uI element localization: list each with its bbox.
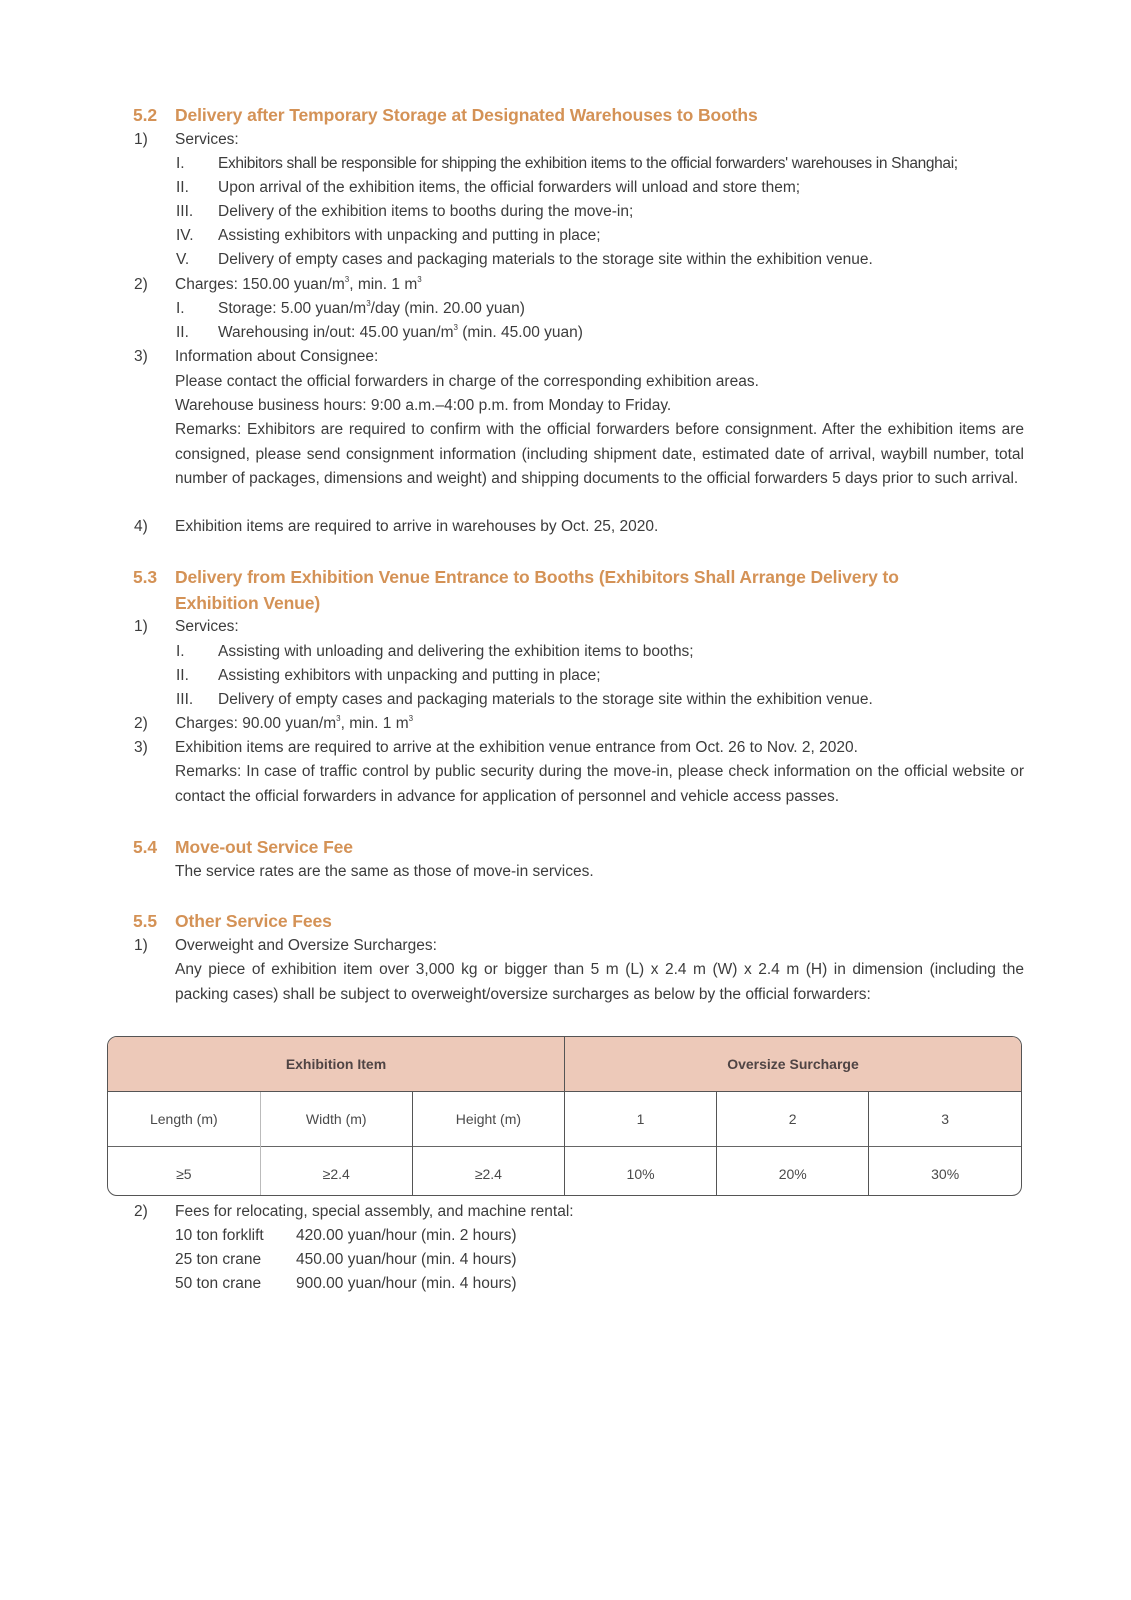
list-number: 1): [134, 937, 148, 954]
roman-number: V.: [176, 251, 190, 268]
roman-number: II.: [176, 324, 189, 341]
surcharge-description: Any piece of exhibition item over 3,000 kg or bigger than 5 m (L) x 2.4 m (W) x 2.4 m (H) in dimension (including the packing cases) shall be subject to overweight/oversize surcharges as below by the official forwarders:: [175, 961, 1024, 1003]
list-subitem: Delivery of empty cases and packaging materials to the storage site within the exhibition venue.: [218, 691, 873, 708]
list-text: Services:: [175, 131, 239, 148]
section-heading-5-3: 5.3 Delivery from Exhibition Venue Entrance to Booths (Exhibitors Shall Arrange Delivery to Exhibition Venue): [133, 567, 899, 613]
column-header: 2: [717, 1092, 869, 1147]
charges-line: Charges: 90.00 yuan/$m^3$, min. 1 $m^3$: [175, 714, 414, 732]
roman-number: I.: [176, 300, 185, 317]
list-text: Information about Consignee:: [175, 348, 379, 365]
table-cell: ≥5: [108, 1147, 260, 1197]
table-row: [108, 1147, 1021, 1197]
roman-number: III.: [176, 691, 194, 708]
charges-line: Charges: 150.00 yuan/$m^3$, min. 1 $m^3$: [175, 275, 422, 293]
list-number: 4): [134, 518, 148, 535]
equipment-rate: 900.00 yuan/hour (min. 4 hours): [296, 1275, 517, 1292]
list-number: 1): [134, 131, 148, 148]
list-subitem: Assisting with unloading and delivering the exhibition items to booths;: [218, 643, 694, 660]
table-group-header-row: [108, 1037, 1021, 1092]
section-heading-5-5: 5.5 Other Service Fees: [133, 911, 332, 931]
list-subitem: Assisting exhibitors with unpacking and putting in place;: [218, 227, 601, 244]
table-cell: 30%: [869, 1147, 1021, 1197]
group-header-exhibition-item: Exhibition Item: [108, 1037, 564, 1092]
list-subitem: Delivery of empty cases and packaging materials to the storage site within the exhibition venue.: [218, 251, 873, 268]
body-text: The service rates are the same as those of move-in services.: [175, 863, 594, 880]
remarks-paragraph: Remarks: Exhibitors are required to confirm with the official forwarders before consignment. After the exhibition items are consigned, please send consignment information (including shipment date, estimated date of arrival, waybill number, total number of packages, dimensions and weight) and shipping documents to the official forwarders 5 days prior to such arrival.: [175, 421, 1024, 488]
column-header: Width (m): [260, 1092, 412, 1147]
section-heading-5-4: 5.4 Move-out Service Fee: [133, 837, 353, 857]
table-cell: ≥2.4: [412, 1147, 564, 1197]
list-text: Exhibition items are required to arrive in warehouses by Oct. 25, 2020.: [175, 518, 659, 535]
table-cell: ≥2.4: [260, 1147, 412, 1197]
roman-number: I.: [176, 643, 185, 660]
roman-number: II.: [176, 179, 189, 196]
equipment-name: 50 ton crane: [175, 1275, 262, 1292]
info-line: Please contact the official forwarders in charge of the corresponding exhibition areas.: [175, 373, 759, 390]
list-subitem: Exhibitors shall be responsible for shipping the exhibition items to the official forwarders' warehouses in Shanghai;: [218, 155, 958, 172]
list-subitem: Storage: 5.00 yuan/$m^3$/day (min. 20.00 yuan): [218, 299, 525, 317]
list-number: 2): [134, 276, 148, 293]
list-text: Overweight and Oversize Surcharges:: [175, 937, 437, 954]
list-number: 3): [134, 348, 148, 365]
column-header: Height (m): [412, 1092, 564, 1147]
surcharge-table: [107, 1036, 1022, 1196]
equipment-name: 10 ton forklift: [175, 1227, 264, 1244]
list-text: Exhibition items are required to arrive at the exhibition venue entrance from Oct. 26 to Nov. 2, 2020.: [175, 739, 858, 756]
list-subitem: Assisting exhibitors with unpacking and putting in place;: [218, 667, 601, 684]
group-header-oversize-surcharge: Oversize Surcharge: [564, 1037, 1021, 1092]
column-header: 3: [869, 1092, 1021, 1147]
roman-number: II.: [176, 667, 189, 684]
info-line: Warehouse business hours: 9:00 a.m.–4:00 p.m. from Monday to Friday.: [175, 397, 672, 414]
roman-number: IV.: [176, 227, 194, 244]
equipment-rate: 420.00 yuan/hour (min. 2 hours): [296, 1227, 517, 1244]
column-header: Length (m): [108, 1092, 260, 1147]
equipment-name: 25 ton crane: [175, 1251, 262, 1268]
table-cell: 20%: [717, 1147, 869, 1197]
equipment-rate: 450.00 yuan/hour (min. 4 hours): [296, 1251, 517, 1268]
column-header: 1: [564, 1092, 716, 1147]
list-number: 2): [134, 1203, 148, 1220]
list-number: 1): [134, 618, 148, 635]
list-subitem: Warehousing in/out: 45.00 yuan/$m^3$ (min. 45.00 yuan): [218, 323, 583, 341]
list-text: Fees for relocating, special assembly, and machine rental:: [175, 1203, 574, 1220]
section-heading-5-2: 5.2 Delivery after Temporary Storage at Designated Warehouses to Booths: [133, 105, 758, 125]
list-subitem: Upon arrival of the exhibition items, the official forwarders will unload and store them;: [218, 179, 801, 196]
table-column-header-row: [108, 1092, 1021, 1147]
remarks-paragraph: Remarks: In case of traffic control by public security during the move-in, please check information on the official website or contact the official forwarders in advance for application of personnel and vehicle access passes.: [175, 763, 1024, 805]
list-number: 3): [134, 739, 148, 756]
list-number: 2): [134, 715, 148, 732]
roman-number: III.: [176, 203, 194, 220]
list-text: Services:: [175, 618, 239, 635]
roman-number: I.: [176, 155, 185, 172]
table-cell: 10%: [564, 1147, 716, 1197]
list-subitem: Delivery of the exhibition items to booths during the move-in;: [218, 203, 634, 220]
